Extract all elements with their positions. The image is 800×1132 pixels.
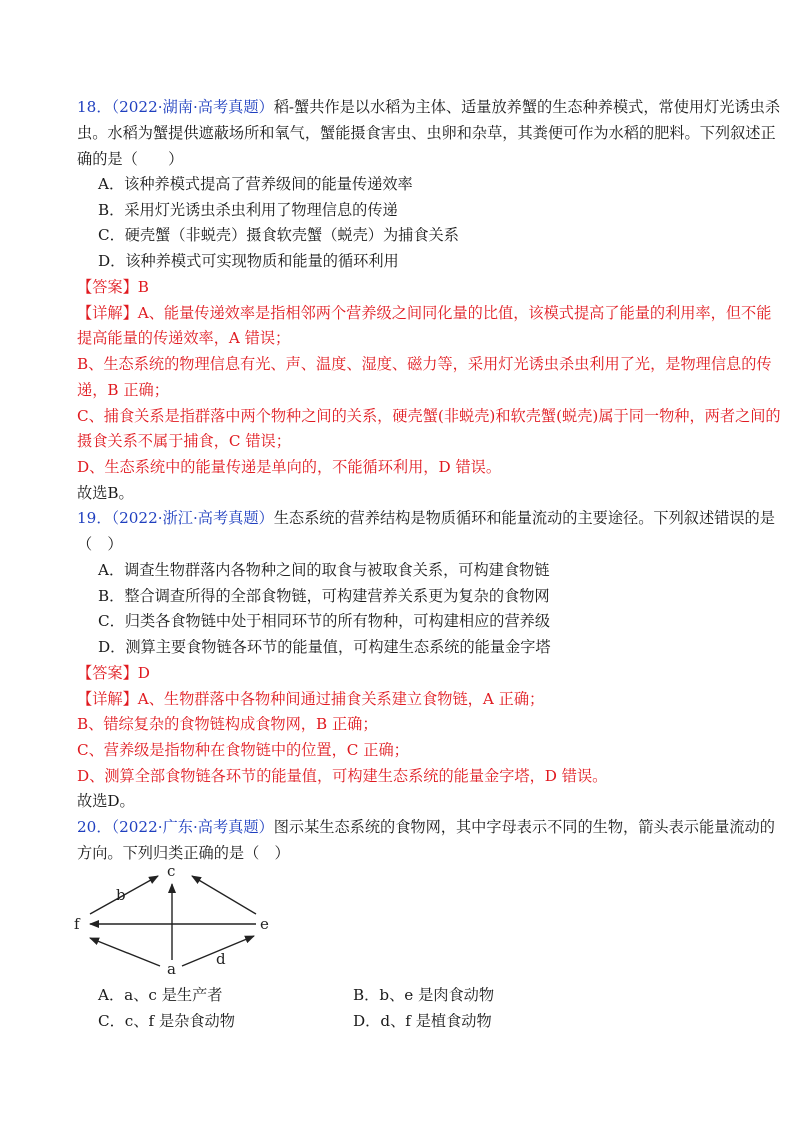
q18-option-a: A．该种养模式提高了营养级间的能量传递效率 [98,175,413,193]
q18-option-b: B．采用灯光诱虫杀虫利用了物理信息的传递 [98,201,398,219]
q20-option-b: B．b、e 是肉食动物 [353,986,495,1004]
arrow-e-to-c [192,876,256,914]
q19-explain-tag: 【详解】 [77,690,138,708]
node-c: c [167,862,176,880]
q19-source: （2022·浙江·高考真题） [111,509,274,527]
q18-explain-line-3: B、生态系统的物理信息有光、声、温度、湿度、磁力等，采用灯光诱虫杀虫利用了光，是物理信息的传 [77,355,772,373]
q19-stem-line-2: （ ） [77,535,123,553]
q18-explain-line-4: 递，B 正确； [77,381,169,399]
q19-option-a: A．调查生物群落内各物种之间的取食与被取食关系，可构建食物链 [98,561,550,579]
node-b: b [116,886,126,904]
q18-number: 18． [77,98,112,116]
q20-stem-text: 图示某生态系统的食物网，其中字母表示不同的生物，箭头表示能量流动的 [273,818,775,836]
q19-explain-line-1 [77,689,544,709]
q19-answer [77,663,150,683]
q19-explain-line-2: B、错综复杂的食物链构成食物网，B 正确； [77,715,378,733]
q20-stem-line-2: 方向。下列归类正确的是（ ） [77,844,290,862]
q18-conclusion: 故选B。 [77,484,134,502]
q18-explain-text: A、能量传递效率是指相邻两个营养级之间同化量的比值，该模式提高了能量的利用率，但不能 [137,304,772,322]
food-web-diagram [70,862,280,977]
node-a: a [167,960,176,977]
q18-explain-line-1 [77,303,771,323]
q18-answer-tag: 【答案】 [77,278,138,296]
q18-explain-tag: 【详解】 [77,304,138,322]
arrow-a-to-f [90,938,160,966]
q18-answer-value: B [137,278,149,296]
q18-stem-line-1 [77,97,780,117]
q19-conclusion: 故选D。 [77,792,135,810]
q18-explain-line-2: 提高能量的传递效率，A 错误； [77,329,291,347]
q19-explain-line-3: C、营养级是指物种在食物链中的位置，C 正确； [77,741,409,759]
q18-stem-text: 稻-蟹共作是以水稻为主体、适量放养蟹的生态种养模式，常使用灯光诱虫杀 [273,98,781,116]
q20-stem-line-1 [77,817,775,837]
q19-number: 19． [77,509,112,527]
q19-option-b: B．整合调查所得的全部食物链，可构建营养关系更为复杂的食物网 [98,587,550,605]
q20-option-d: D．d、f 是植食动物 [353,1012,492,1030]
q18-source: （2022·湖南·高考真题） [111,98,274,116]
q20-option-c: C．c、f 是杂食动物 [98,1012,235,1030]
node-f: f [74,915,80,933]
q19-stem-line-1 [77,508,775,528]
q18-explain-line-6: 摄食关系不属于捕食，C 错误； [77,432,291,450]
q18-option-c: C．硬壳蟹（非蜕壳）摄食软壳蟹（蜕壳）为捕食关系 [98,226,459,244]
node-d: d [216,950,226,968]
q19-option-c: C．归类各食物链中处于相同环节的所有物种，可构建相应的营养级 [98,612,551,630]
q19-stem-text: 生态系统的营养结构是物质循环和能量流动的主要途径。下列叙述错误的是 [273,509,775,527]
q18-stem-line-3: 确的是（ ） [77,150,184,168]
q18-stem-line-2: 虫。水稻为蟹提供遮蔽场所和氧气，蟹能摄食害虫、虫卵和杂草，其粪便可作为水稻的肥料。下列叙述正 [77,124,776,142]
q18-option-d: D．该种养模式可实现物质和能量的循环利用 [98,252,399,270]
q19-answer-value: D [137,664,150,682]
q20-number: 20． [77,818,112,836]
q18-explain-line-7: D、生态系统中的能量传递是单向的，不能循环利用，D 错误。 [77,458,502,476]
q19-answer-tag: 【答案】 [77,664,138,682]
q18-answer [77,277,149,297]
q20-source: （2022·广东·高考真题） [111,818,274,836]
q19-explain-line-4: D、测算全部食物链各环节的能量值，可构建生态系统的能量金字塔，D 错误。 [77,767,608,785]
q19-explain-text: A、生物群落中各物种间通过捕食关系建立食物链，A 正确； [137,690,545,708]
q18-explain-line-5: C、捕食关系是指群落中两个物种之间的关系，硬壳蟹(非蜕壳)和软壳蟹(蜕壳)属于同一物种，两者之间的 [77,407,781,425]
q20-option-a: A．a、c 是生产者 [98,986,223,1004]
q19-option-d: D．测算主要食物链各环节的能量值，可构建生态系统的能量金字塔 [98,638,551,656]
node-e: e [260,915,269,933]
